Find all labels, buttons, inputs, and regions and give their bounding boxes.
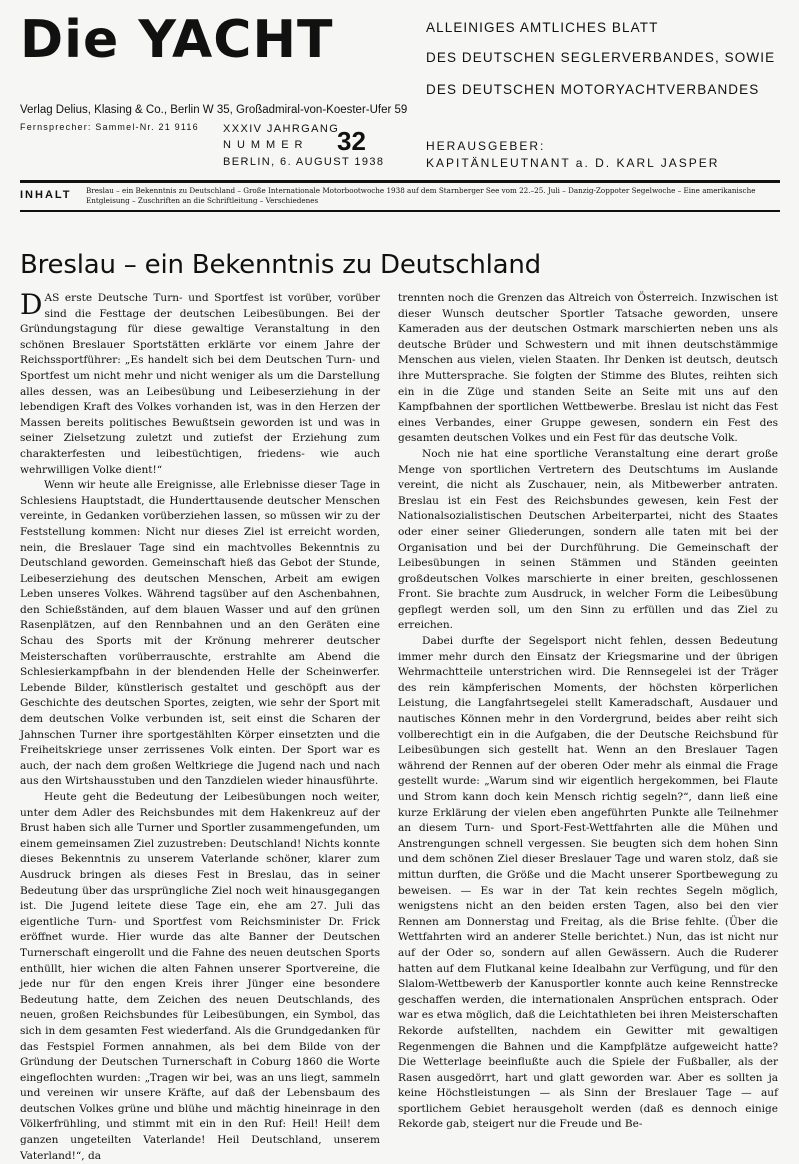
article-paragraph: trennten noch die Grenzen das Altreich von Österreich. Inzwischen ist dieser Wunsch deutscher Sportler Tatsache geworden, unsere Kameraden aus der deutschen Ostmark marschierten neben uns als deutsche Brüder und Schwestern und mit ihnen deutschstämmige Menschen aus vielen, vielen Staaten. Ihr Denken ist deutsch, deutsch ihre Muttersprache. Sie folgten der Stimme des Blutes, reihten sich ein in die Züge und standen Seite an Seite mit uns auf den Kampfbahnen der sportlichen Wettbewerbe. Breslau ist nicht das Fest eines Verbandes, einer Gruppe gewesen, sondern ein Fest des gesamten deutschen Volkes und ein Fest für das deutsche Volk. — [398, 292, 778, 445]
editor-label: HERAUSGEBER: — [426, 139, 546, 153]
publisher-address: Verlag Delius, Klasing & Co., Berlin W 35, Großadmiral-von-Koester-Ufer 59 — [20, 104, 408, 116]
article-paragraph: Dabei durfte der Segelsport nicht fehlen, dessen Bedeutung immer mehr durch den Einsatz der Kriegsmarine und der übrigen Wehrmachtteile unterstrichen wird. Die Rennsegelei ist der Träger des rein kämpferischen Moments, der höchsten körperlichen Leistung, die Langfahrtsegelei stellt Kameradschaft, Ausdauer und nautisches Können mehr in den Vordergrund, beides aber reiht sich vollberechtigt ein in die Aufgaben, die der Deutsche Reichsbund für Leibesübungen sich gestellt hat. Wenn an den Breslauer Tagen während der Rennen auf der oberen Oder mehr als einmal die Frage gestellt wurde: „Warum sind wir eigentlich hergekommen, bei Flaute und Strom kann doch kein Mensch richtig segeln?“, dann ließ eine kurze Erklärung der vielen eben angeführten Punkte alle Teilnehmer an diesem Turn- und Sport-Fest-Wettfahrten alle die Mühen und Anstrengungen schnell vergessen. Sie beugten sich dem hohen Sinn und dem schönen Ziel dieser Breslauer Tage und waren stolz, daß sie mittun durften, die Größe und die Macht unserer Sportbewegung zu beweisen. — Es war in der Tat kein rechtes Segeln möglich, wenigstens nicht an den beiden ersten Tagen, also bei den vier Rennen am Donnerstag und Freitag, als die Brise fehlte. (Über die Wettfahrten wird an anderer Stelle berichtet.) Nun, das ist nicht nur auf der Oder so, sondern auf allen Gewässern. Auch die Ruderer hatten auf dem Flutkanal keine Idealbahn zur Verfügung, und für den Slalom-Wettbewerb der Kanusportler konnte auch keine Rennstrecke geschaffen werden, die internationalen Ansprüchen entsprach. Oder war es etwa möglich, daß die Leichtathleten bei ihren Meisterschaften Rekorde aufstellten, nachdem ein Gewitter mit gewaltigen Regenmengen die Bahnen und die Kampfplätze aufgeweicht hatte? Die Wetterlage beeinflußte auch die Spiele der Fußballer, als der Rasen ausgedörrt, hart und glatt geworden war. Aber es sollten ja keine Höchstleistungen — als Sinn der Breslauer Tage — auf sportlichem Gebiet herausgeholt werden (daß es dennoch einige Rekorde gab, steigert nur die Freude und Be- — [398, 635, 778, 1131]
article-paragraph: Wenn wir heute alle Ereignisse, alle Erlebnisse dieser Tage in Schlesiens Hauptstadt, die Hunderttausende deutscher Menschen vereinte, in Gedanken vorüberziehen lassen, so müssen wir zu der Feststellung kommen: Nicht nur dieses Ziel ist erreicht worden, nein, die Breslauer Tage sind ein machtvolles Bekenntnis zu Deutschland geworden. Gemeinschaft hieß das Gebot der Stunde, Leibeserziehung des deutschen Menschen, Arbeit am ewigen Leben unseres Volkes. Während tagsüber auf den Aschenbahnen, den Schießständen, auf dem blauen Wasser und auf den grünen Rasenplätzen, auf den Rennbahnen und an den Geräten eine Schau des Sports mit der Krönung mehrerer deutscher Meisterschaften vorüberrauschte, erstrahlte am Abend die Schlesierkampfbahn in der blendenden Helle der Scheinwerfer. Lebende Bilder, künstlerisch gestaltet und geschöpft aus der Geschichte des deutschen Sportes, zeigten, wie sehr der Sport mit dem deutschen Volke verbunden ist, seit einst die Scharen der Jahnschen Turner ihre sportgestählten Körper einsetzten und die Freiheitskriege unser zerrissenes Volk einten. Der Sport war es auch, der nach dem großen Weltkriege die Jugend nach und nach aus den Wirtshausstuben und den Tanzdielen wieder hinausführte. — [20, 479, 380, 788]
issue-date: BERLIN, 6. AUGUST 1938 — [223, 156, 385, 168]
top-rule — [20, 180, 780, 183]
bottom-rule — [20, 210, 780, 212]
number-label: NUMMER — [223, 139, 309, 151]
article-paragraph: Heute geht die Bedeutung der Leibesübungen noch weiter, unter dem Adler des Reichsbundes mit dem Hakenkreuz auf der Brust haben sich alle Turner und Sportler zusammengefunden, um einem gemeinsamen Ziel zuzustreben: Deutschland! Nichts konnte dieses Bekenntnis zu unserem Vaterlande schöner, klarer zum Ausdruck bringen als dieses Fest in Breslau, das in seiner Bedeutung über das ursprüngliche Ziel noch weit hinausgegangen ist. Die Jugend leitete diese Tage ein, ehe am 27. Juli das eigentliche Turn- und Sportfest vom Reichsminister Dr. Frick eröffnet wurde. Hier wurde das alte Banner der Deutschen Turnerschaft eingerollt und die Fahne des neuen deutschen Sports enthüllt, hier wichen die alten Fahnen unserer Sportvereine, die jede nur für den engen Kreis ihrer Jünger eine besondere Bedeutung hatte, dem Zeichen des neuen Deutschlands, des neuen, großen Reichsbundes für Leibesübungen, ein Symbol, das sich in dem gesamten Fest wiederfand. Als die Grundgedanken für das Festspiel Formen annahmen, als bei dem Bilde von der Gründung der Deutschen Turnerschaft in Coburg 1860 die Worte eingeflochten wurden: „Tragen wir bei, was an uns liegt, sammeln und vereinen wir unsere Kräfte, auf daß der Lebensbaum des deutschen Volkes grüne und blühe und mächtig hineinrage in den Völkerfrühling, und stimmt mit ein in den Ruf: Heil! Heil! dem ganzen ungeteilten Vaterlande! Heil Deutschland, unserem Vaterland!“, da — [20, 791, 380, 1162]
article-column-2 — [398, 291, 778, 1131]
article-column-1 — [20, 288, 380, 1162]
tagline-line-3: DES DEUTSCHEN MOTORYACHTVERBANDES — [426, 82, 760, 97]
tagline-line-1: ALLEINIGES AMTLICHES BLATT — [426, 20, 659, 35]
volume: XXXIV JAHRGANG — [223, 123, 340, 135]
phone-number: Fernsprecher: Sammel-Nr. 21 9116 — [20, 122, 199, 132]
article-paragraph: Noch nie hat eine sportliche Veranstaltung eine derart große Menge von sportlichen Vertretern des Deutschtums im Auslande vereint, die nicht als Zuschauer, nein, als Mitbewerber antraten. Breslau ist ein Fest des Reichsbundes gewesen, kein Fest der Nationalsozialistischen Deutschen Arbeiterpartei, nicht des Staates oder einer seiner Gliederungen, sondern alle taten mit bei der Organisation und bei der Durchführung. Die Gemeinschaft der Leibesübungen in seinen Stämmen und Ständen geeinten großdeutschen Volkes marschierte in einer breiten, geschlossenen Front. Sie brachte zum Ausdruck, in welcher Form die Leibesübung gepflegt werden soll, um den Sinn zu erfüllen und das Ziel zu erreichen. — [398, 447, 778, 632]
article-paragraph: DAS erste Deutsche Turn- und Sportfest ist vorüber, vorüber sind die Festtage der deutschen Leibesübungen. Bei der Gründungstagung für diese gewaltige Veranstaltung in den schönen Breslauer Sportstätten erklärte vor einem Jahre der Reichssportführer: „Es handelt sich bei dem Deutschen Turn- und Sportfest um nicht mehr und nicht weniger als um die Darstellung alles dessen, was an Leibesübung und Leibeserziehung in der lebendigen Kraft des Volkes vorhanden ist, was in den Herzen der Massen bereits politisches Bewußtsein geworden ist und was in seiner Zielsetzung zuletzt und zutiefst der Erziehung zum charakterfesten und leibestüchtigen, friedens- wie auch wehrwilligen Volke dient!“ — [20, 288, 380, 476]
masthead-title: Die YACHT — [20, 10, 334, 70]
tagline-line-2: DES DEUTSCHEN SEGLERVERBANDES, SOWIE — [426, 50, 776, 65]
drop-cap: D — [20, 288, 43, 321]
contents-label: INHALT — [20, 189, 72, 201]
editor-name: KAPITÄNLEUTNANT a. D. KARL JASPER — [426, 156, 720, 170]
contents-text: Breslau – ein Bekenntnis zu Deutschland – Große Internationale Motorbootwoche 1938 auf dem Starnberger See vom 22.–25. Juli – Danzig-Zoppoter Segelwoche – Eine amerikanische Entgleisung – Zuschriften an die Schriftleitung – Verschiedenes — [86, 186, 756, 205]
issue-number: 32 — [337, 126, 366, 156]
article-headline: Breslau – ein Bekenntnis zu Deutschland — [20, 250, 541, 280]
